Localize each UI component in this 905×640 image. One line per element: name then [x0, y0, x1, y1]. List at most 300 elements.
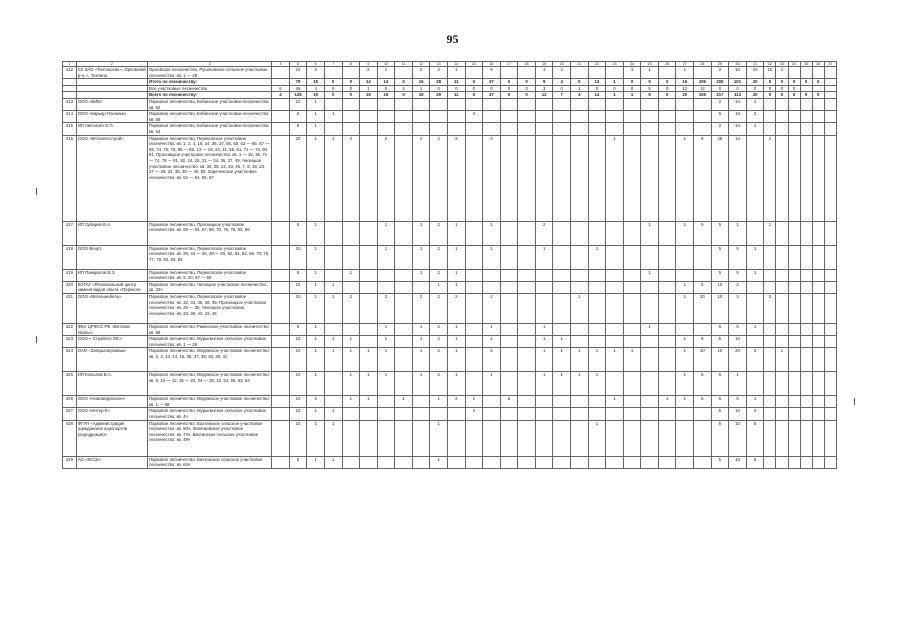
tenant-cell: ООО «Карьер-Пасника»	[76, 111, 147, 123]
value-cell	[658, 67, 676, 79]
value-cell: 10	[289, 281, 307, 293]
row-number-cell: 422	[63, 323, 77, 335]
value-cell	[824, 92, 836, 99]
value-cell	[641, 98, 659, 110]
value-cell: 0	[658, 79, 676, 86]
column-number: 21	[571, 62, 589, 67]
location-cell: Парковое лесничество, Раменское участковое лесничество: кв. 69	[149, 323, 270, 335]
value-cell	[812, 269, 824, 281]
value-cell: 10	[729, 111, 747, 123]
value-cell	[812, 245, 824, 269]
value-cell: 20	[746, 92, 764, 99]
tenant-cell: ООО Феорт	[76, 245, 147, 269]
value-cell	[553, 281, 571, 293]
value-cell	[518, 245, 536, 269]
value-cell: 5	[694, 396, 712, 408]
value-cell	[800, 245, 812, 269]
location-cell: Парковое лесничество, Мурыгинское сельское участковое лесничество: кв. 1 — 26	[148, 336, 272, 348]
value-cell	[553, 135, 571, 221]
value-cell: 1	[641, 221, 659, 245]
value-cell: 0	[776, 92, 788, 99]
value-cell	[360, 408, 378, 420]
value-cell	[553, 269, 571, 281]
value-cell	[764, 111, 776, 123]
value-cell	[324, 67, 342, 79]
value-cell	[395, 98, 413, 110]
value-cell	[746, 221, 764, 245]
row-number-cell: 423	[63, 336, 77, 348]
tenant-cell	[76, 92, 147, 99]
value-cell	[788, 281, 800, 293]
value-cell	[824, 456, 836, 468]
value-cell	[641, 348, 659, 372]
value-cell	[324, 98, 342, 110]
value-cell: 1	[729, 221, 747, 245]
value-cell: 28	[430, 79, 448, 86]
value-cell	[694, 67, 712, 79]
value-cell: 1	[465, 396, 483, 408]
value-cell	[395, 372, 413, 396]
value-cell	[395, 456, 413, 468]
value-cell	[588, 396, 606, 408]
value-cell	[324, 221, 342, 245]
location-cell: Парковое лесничество, Чепецкое участковое лесничество: кв. 33ч	[148, 281, 272, 293]
value-cell	[518, 420, 536, 456]
value-cell	[553, 123, 571, 135]
value-cell	[395, 408, 413, 420]
value-cell	[824, 396, 836, 408]
value-cell: 5	[694, 221, 712, 245]
value-cell: 10	[729, 456, 747, 468]
value-cell	[518, 293, 536, 323]
value-cell	[465, 269, 483, 281]
value-cell: 2	[412, 293, 430, 323]
value-cell: 2	[307, 67, 325, 79]
location-cell: Парковое лесничество, Перекопское участковое лесничество: кв. 29, 44 — 46, 48 — 50, 52, 54, 62, 66, 70, 76, 77, 79, 82, 83, 84	[148, 245, 272, 269]
value-cell: 1	[447, 281, 465, 293]
column-number: 34	[788, 62, 800, 67]
column-number: 19	[535, 62, 553, 67]
value-cell: 3	[535, 85, 553, 92]
value-cell: 5	[711, 396, 729, 408]
value-cell	[776, 408, 788, 420]
value-cell: 1	[377, 336, 395, 348]
value-cell: 5	[711, 456, 729, 468]
value-cell	[658, 221, 676, 245]
row-number-cell: 412	[63, 67, 77, 79]
value-cell	[658, 281, 676, 293]
value-cell: 1	[342, 269, 360, 281]
value-cell	[483, 396, 501, 408]
value-cell	[800, 281, 812, 293]
value-cell	[788, 123, 800, 135]
value-cell: 0	[606, 85, 624, 92]
value-cell	[606, 221, 624, 245]
value-cell: 1	[360, 372, 378, 396]
value-cell	[500, 98, 518, 110]
value-cell: 14	[360, 79, 378, 86]
row-number-cell: 414	[63, 111, 77, 123]
value-cell	[360, 281, 378, 293]
value-cell	[764, 420, 776, 456]
value-cell	[641, 372, 659, 396]
tenant-cell: ООО «Вятка-мебель»	[76, 293, 147, 323]
value-cell	[360, 111, 378, 123]
column-number: 29	[711, 62, 729, 67]
value-cell: 4	[272, 92, 290, 99]
value-cell	[641, 111, 659, 123]
value-cell	[676, 456, 694, 468]
value-cell: 1	[535, 372, 553, 396]
value-cell: 1	[447, 67, 465, 79]
value-cell	[272, 420, 290, 456]
value-cell: 14	[377, 79, 395, 86]
value-cell	[518, 135, 536, 221]
value-cell	[518, 281, 536, 293]
value-cell: 19	[412, 92, 430, 99]
value-cell: 5	[746, 456, 764, 468]
value-cell	[447, 123, 465, 135]
value-cell: 2	[377, 135, 395, 221]
value-cell: 5	[711, 245, 729, 269]
value-cell	[500, 336, 518, 348]
value-cell: 10	[729, 408, 747, 420]
value-cell: 1	[447, 221, 465, 245]
value-cell: 0	[430, 85, 448, 92]
value-cell	[658, 135, 676, 221]
row-number-cell: 417	[63, 221, 77, 245]
value-cell: 10	[711, 348, 729, 372]
value-cell	[377, 123, 395, 135]
value-cell	[641, 456, 659, 468]
value-cell: 10	[289, 67, 307, 79]
value-cell	[360, 123, 378, 135]
value-cell	[676, 420, 694, 456]
column-number: 18	[518, 62, 536, 67]
value-cell: 0	[500, 79, 518, 86]
value-cell	[788, 98, 800, 110]
value-cell: 1	[342, 348, 360, 372]
value-cell: 10	[289, 293, 307, 323]
value-cell	[500, 67, 518, 79]
value-cell: 1	[307, 348, 325, 372]
value-cell: 0	[711, 85, 729, 92]
value-cell: 13	[588, 79, 606, 86]
value-cell: 1	[483, 221, 501, 245]
value-cell: 10	[289, 420, 307, 456]
value-cell	[535, 123, 553, 135]
value-cell: 1	[342, 336, 360, 348]
value-cell	[465, 281, 483, 293]
value-cell: 0	[395, 79, 413, 86]
value-cell: 10	[289, 245, 307, 269]
value-cell	[824, 135, 836, 221]
value-cell: 10	[289, 348, 307, 372]
value-cell: 1	[776, 348, 788, 372]
tenant-cell: ООО «Интер-К»	[76, 408, 147, 420]
column-number: 25	[641, 62, 659, 67]
value-cell	[800, 135, 812, 221]
value-cell: 0	[812, 79, 824, 86]
value-cell	[324, 372, 342, 396]
value-cell: 0	[746, 85, 764, 92]
value-cell	[500, 348, 518, 372]
value-cell: 0	[729, 85, 747, 92]
column-number: 22	[588, 62, 606, 67]
value-cell: 5	[641, 79, 659, 86]
value-cell	[776, 281, 788, 293]
value-cell	[588, 221, 606, 245]
value-cell	[788, 396, 800, 408]
value-cell	[824, 372, 836, 396]
value-cell: 1	[676, 293, 694, 323]
value-cell: 2	[430, 67, 448, 79]
value-cell	[764, 269, 776, 281]
value-cell	[776, 336, 788, 348]
value-cell: 1	[606, 79, 624, 86]
tenant-cell: ИП Панкратов В.Э.	[76, 269, 147, 281]
value-cell: 1	[623, 348, 641, 372]
value-cell: 5	[711, 420, 729, 456]
value-cell	[465, 221, 483, 245]
value-cell	[776, 396, 788, 408]
value-cell	[694, 111, 712, 123]
row-number-cell: 427	[63, 408, 77, 420]
value-cell: 5	[694, 372, 712, 396]
value-cell	[571, 111, 589, 123]
value-cell: 10	[289, 98, 307, 110]
value-cell: 20	[746, 79, 764, 86]
value-cell	[483, 420, 501, 456]
value-cell: 1	[535, 67, 553, 79]
value-cell	[606, 98, 624, 110]
value-cell: 0	[788, 92, 800, 99]
value-cell	[272, 111, 290, 123]
value-cell: 1	[447, 323, 465, 335]
tenant-cell: ФБУ ЦРФСС РФ «Вятские Увалы»	[76, 323, 147, 335]
value-cell: 0	[812, 92, 824, 99]
value-cell	[360, 135, 378, 221]
value-cell	[623, 245, 641, 269]
value-cell	[500, 323, 518, 335]
value-cell	[788, 336, 800, 348]
value-cell	[395, 293, 413, 323]
value-cell	[776, 245, 788, 269]
value-cell: 1	[377, 348, 395, 372]
value-cell	[360, 245, 378, 269]
value-cell: 1	[641, 323, 659, 335]
value-cell	[342, 323, 360, 335]
value-cell	[746, 293, 764, 323]
value-cell	[465, 98, 483, 110]
value-cell: 2	[746, 408, 764, 420]
value-cell: 5	[694, 281, 712, 293]
value-cell: 0	[324, 85, 342, 92]
value-cell: 0	[776, 85, 788, 92]
value-cell	[500, 293, 518, 323]
value-cell	[623, 98, 641, 110]
column-number: 4	[272, 62, 290, 67]
value-cell	[430, 408, 448, 420]
value-cell: 2	[360, 67, 378, 79]
value-cell: 0	[658, 92, 676, 99]
value-cell: 0	[553, 85, 571, 92]
value-cell	[812, 67, 824, 79]
value-cell	[571, 123, 589, 135]
value-cell: 5	[483, 348, 501, 372]
value-cell: 1	[447, 336, 465, 348]
value-cell	[788, 456, 800, 468]
value-cell: 1	[676, 135, 694, 221]
location-cell: Парковое лесничество, Медянское участковое лесничество: кв. 1 — 58	[149, 396, 270, 407]
margin-mark	[36, 336, 37, 343]
value-cell	[377, 98, 395, 110]
value-cell: 1	[307, 123, 325, 135]
value-cell: 0	[788, 79, 800, 86]
value-cell	[824, 281, 836, 293]
value-cell: 2	[465, 111, 483, 123]
value-cell	[776, 98, 788, 110]
value-cell: 1	[377, 67, 395, 79]
value-cell	[824, 221, 836, 245]
value-cell: 1	[764, 221, 776, 245]
value-cell	[800, 293, 812, 323]
value-cell	[272, 396, 290, 408]
value-cell: 1	[324, 408, 342, 420]
value-cell: 1	[746, 396, 764, 408]
tenant-cell	[76, 85, 147, 92]
value-cell: 5	[729, 323, 747, 335]
value-cell	[694, 269, 712, 281]
value-cell: 0	[776, 79, 788, 86]
row-number-cell	[63, 79, 77, 86]
value-cell	[788, 221, 800, 245]
value-cell: 2	[447, 135, 465, 221]
value-cell	[342, 420, 360, 456]
value-cell	[812, 111, 824, 123]
value-cell: 10	[289, 336, 307, 348]
row-number-cell: 429	[63, 456, 77, 468]
value-cell: 5	[746, 420, 764, 456]
value-cell: 2	[430, 245, 448, 269]
value-cell	[641, 420, 659, 456]
value-cell	[788, 420, 800, 456]
value-cell	[588, 123, 606, 135]
table-row	[63, 336, 837, 348]
value-cell	[800, 336, 812, 348]
value-cell: 20	[289, 135, 307, 221]
value-cell: 1	[535, 245, 553, 269]
value-cell	[676, 123, 694, 135]
value-cell: 0	[342, 85, 360, 92]
value-cell: 10	[289, 396, 307, 408]
tenant-cell: ООО «Новомедянское»	[76, 396, 147, 408]
value-cell: 1	[307, 221, 325, 245]
value-cell: 2	[377, 293, 395, 323]
value-cell	[606, 336, 624, 348]
value-cell: 0	[788, 85, 800, 92]
value-cell	[342, 123, 360, 135]
value-cell	[500, 420, 518, 456]
value-cell: 10	[289, 408, 307, 420]
tenant-cell	[76, 79, 147, 86]
value-cell	[812, 281, 824, 293]
row-number-cell: 413	[63, 98, 77, 110]
value-cell	[324, 396, 342, 408]
value-cell	[800, 372, 812, 396]
value-cell: 217	[711, 92, 729, 99]
value-cell	[788, 293, 800, 323]
value-cell: 15	[307, 79, 325, 86]
table-row	[63, 348, 837, 372]
value-cell: 3	[483, 135, 501, 221]
value-cell: 0	[324, 79, 342, 86]
value-cell	[272, 79, 290, 86]
value-cell: 1	[588, 420, 606, 456]
value-cell: 2	[430, 336, 448, 348]
value-cell	[500, 123, 518, 135]
value-cell: 0	[342, 79, 360, 86]
value-cell	[800, 123, 812, 135]
value-cell: 1	[606, 135, 624, 221]
value-cell: 1	[535, 323, 553, 335]
row-number-cell: 419	[63, 269, 77, 281]
value-cell	[606, 372, 624, 396]
value-cell	[776, 135, 788, 221]
value-cell	[623, 456, 641, 468]
value-cell	[535, 98, 553, 110]
value-cell	[500, 135, 518, 221]
value-cell	[788, 348, 800, 372]
value-cell: 105	[694, 92, 712, 99]
value-cell: 10	[729, 98, 747, 110]
value-cell: 2	[746, 111, 764, 123]
value-cell	[812, 420, 824, 456]
value-cell	[764, 123, 776, 135]
value-cell: 5	[711, 323, 729, 335]
value-cell: 20	[694, 293, 712, 323]
value-cell	[360, 323, 378, 335]
value-cell: 1	[307, 456, 325, 468]
value-cell: 1	[676, 67, 694, 79]
value-cell: 2	[447, 396, 465, 408]
value-cell	[588, 408, 606, 420]
value-cell	[764, 408, 776, 420]
value-cell	[606, 269, 624, 281]
value-cell	[658, 372, 676, 396]
value-cell: 2	[729, 281, 747, 293]
value-cell	[272, 269, 290, 281]
value-cell	[694, 245, 712, 269]
value-cell: 5	[711, 336, 729, 348]
column-number: 13	[430, 62, 448, 67]
value-cell	[377, 111, 395, 123]
value-cell: 1	[676, 281, 694, 293]
value-cell	[776, 323, 788, 335]
value-cell: 1	[307, 336, 325, 348]
value-cell	[788, 111, 800, 123]
column-number: 3	[148, 62, 272, 67]
value-cell	[623, 135, 641, 221]
value-cell: 1	[412, 323, 430, 335]
value-cell: 10	[694, 348, 712, 372]
value-cell	[800, 408, 812, 420]
value-cell	[824, 293, 836, 323]
value-cell: 1	[447, 348, 465, 372]
value-cell	[694, 456, 712, 468]
value-cell	[606, 67, 624, 79]
value-cell	[483, 456, 501, 468]
